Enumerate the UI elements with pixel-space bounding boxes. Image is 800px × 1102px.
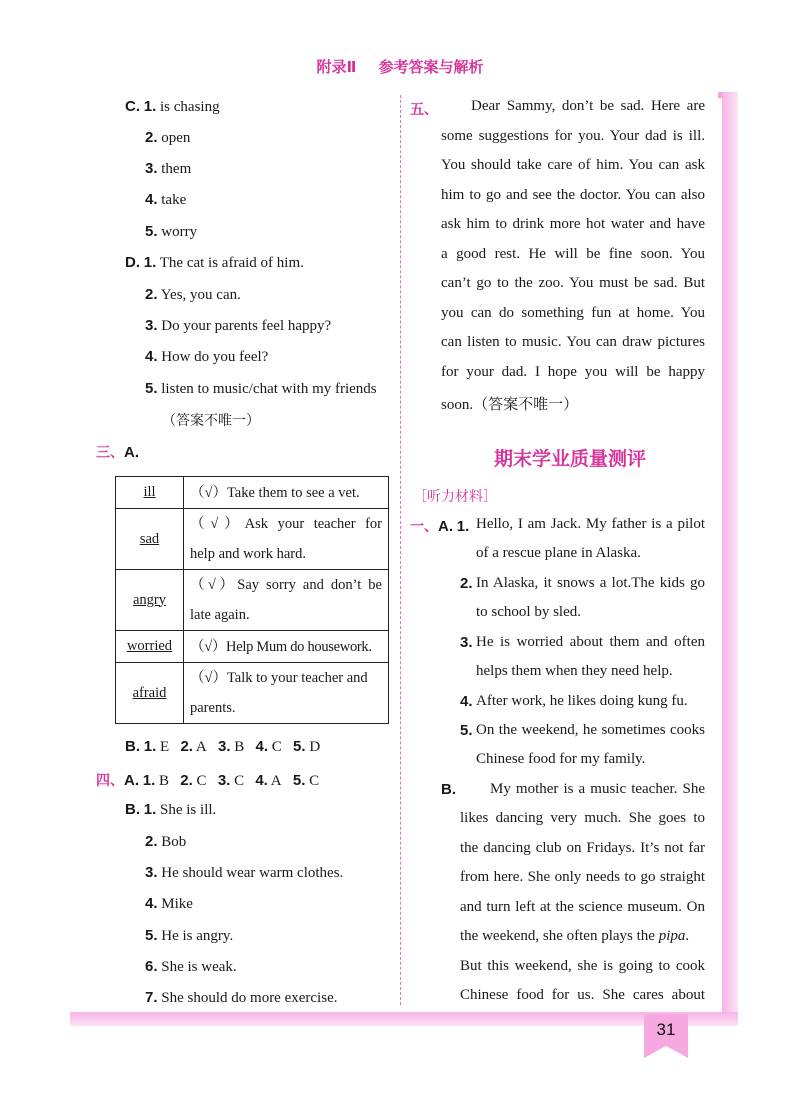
answer-row — [96, 770, 319, 790]
item-number: 3. — [145, 864, 158, 881]
cell-line: late again. — [190, 607, 250, 623]
italic-word: pipa — [658, 928, 686, 944]
item-text: Hello, I am Jack. My father is a pilot — [476, 516, 705, 532]
item-text: C — [309, 773, 320, 789]
item-number: 2. — [145, 833, 158, 850]
item-number: 2. — [180, 772, 193, 789]
item-number: 1. — [143, 98, 157, 115]
item-number: 2. — [145, 129, 158, 146]
table-cell-sentence — [184, 509, 389, 570]
paragraph-line: and turn left at the science museum. On — [460, 899, 705, 915]
table-row — [116, 509, 389, 570]
item-number: 7. — [145, 989, 158, 1006]
item-text: After work, he likes doing kung fu. — [476, 693, 688, 709]
item-number: 4. — [255, 772, 268, 789]
cell-line: parents. — [190, 700, 236, 716]
section-label: A. — [438, 518, 453, 535]
item-number: 2. — [460, 575, 473, 592]
item-number: 3. — [460, 634, 473, 651]
item-text: Do your parents feel happy? — [161, 318, 332, 334]
item-text: take — [161, 192, 187, 208]
table-row — [116, 631, 389, 663]
item-number: 1. — [142, 772, 156, 789]
item-text: He should wear warm clothes. — [161, 865, 344, 881]
table-cell-word: ill — [116, 477, 184, 509]
list-item — [125, 254, 304, 272]
text-run: . — [685, 928, 690, 944]
list-item — [145, 223, 197, 241]
header-appendix: 附录Ⅱ — [316, 58, 357, 76]
item-number: 2. — [180, 738, 193, 755]
paragraph-line: Chinese food for us. She cares about — [460, 987, 705, 1003]
section-title: 期末学业质量测评 — [493, 448, 646, 470]
item-number: 3. — [217, 738, 231, 755]
paragraph-line: from here. She only needs to go straight — [460, 869, 705, 885]
table-row — [116, 477, 389, 509]
item-number: 4. — [145, 895, 158, 912]
table-row — [116, 663, 389, 724]
item-number: 1. — [143, 738, 157, 755]
cell-line: （√）Help Mum do housework. — [190, 638, 372, 655]
paragraph-line: You should take care of him. You can ask — [441, 157, 705, 173]
section-label: B. — [125, 738, 140, 755]
item-text: A — [270, 773, 282, 789]
paragraph-line: likes dancing very much. She goes to — [460, 810, 705, 826]
cell-line: （√）Talk to your teacher and — [190, 670, 368, 686]
list-item — [145, 864, 343, 882]
table-cell-sentence — [184, 477, 389, 509]
paragraph-line: him to go and see the doctor. You can also — [441, 187, 705, 203]
item-text: listen to music/chat with my friends — [161, 381, 377, 397]
cell-line: （√）Take them to see a vet. — [190, 484, 360, 501]
item-number: 4. — [145, 191, 158, 208]
page-edge-right — [722, 92, 738, 1012]
item-text: She should do more exercise. — [161, 990, 338, 1006]
column-divider — [400, 95, 401, 1005]
paragraph-line: soon.（答案不唯一） — [441, 397, 579, 413]
item-number: 5. — [145, 927, 158, 944]
list-item — [410, 516, 469, 536]
paragraph-line: a good rest. He will be fine soon. You — [441, 246, 705, 262]
cell-line: （√）Ask your teacher for — [190, 516, 382, 532]
list-item — [145, 895, 193, 913]
item-number: 1. — [143, 254, 157, 271]
list-item — [145, 286, 241, 304]
paragraph-line: you can do something fun at home. You — [441, 305, 705, 321]
text-run: the weekend, she often plays the — [460, 928, 655, 944]
item-number: 5. — [145, 223, 158, 240]
item-number: 5. — [292, 772, 306, 789]
answer-note: （答案不唯一） — [162, 413, 260, 429]
cell-line: （√）Say sorry and don’t be — [190, 577, 382, 593]
section-label: B. — [125, 801, 140, 818]
item-text: Chinese food for my family. — [476, 751, 646, 767]
item-text: Mike — [161, 896, 193, 912]
item-text: them — [161, 161, 192, 177]
list-item — [145, 958, 237, 976]
cell-line: help and work hard. — [190, 546, 306, 562]
item-text: On the weekend, he sometimes cooks — [476, 722, 705, 738]
item-text: How do you feel? — [161, 349, 269, 365]
table-cell-word: angry — [116, 570, 184, 631]
list-item — [145, 833, 186, 851]
section-heading — [96, 442, 139, 462]
listening-tag: ［听力材料］ — [413, 489, 497, 505]
item-text: He is worried about them and often — [476, 634, 705, 650]
item-text: C — [234, 773, 245, 789]
item-text: C — [196, 773, 207, 789]
table-cell-sentence — [184, 663, 389, 724]
item-number: 6. — [145, 958, 158, 975]
item-text: B — [234, 739, 245, 755]
paragraph-line: some suggestions for you. Your dad is ill. — [441, 128, 705, 144]
list-item — [145, 348, 268, 366]
item-number: 5. — [293, 738, 306, 755]
page-number-tab-tail — [644, 1046, 688, 1058]
item-number: 3. — [145, 160, 158, 177]
paragraph-line: My mother is a music teacher. She — [490, 781, 705, 797]
paragraph-line — [460, 928, 689, 945]
item-text: D — [309, 739, 321, 755]
paragraph-line: ask him to drink more hot water and have — [441, 216, 705, 232]
item-text: worry — [161, 224, 198, 240]
paragraph-line: But this weekend, she is going to cook — [460, 958, 705, 974]
item-number: 1. — [456, 518, 470, 535]
answer-row — [125, 738, 320, 756]
list-item — [145, 927, 233, 945]
list-item — [145, 317, 331, 335]
item-text: The cat is afraid of him. — [159, 255, 304, 271]
table-cell-word: worried — [116, 631, 184, 663]
paragraph-line: for your dad. I hope you will be happy — [441, 364, 705, 380]
list-item — [145, 191, 186, 209]
item-number: 4. — [460, 693, 473, 710]
table-cell-word: afraid — [116, 663, 184, 724]
item-number: 3. — [217, 772, 231, 789]
list-item — [125, 801, 216, 819]
item-text: He is angry. — [161, 928, 234, 944]
item-text: open — [161, 130, 191, 146]
section-label: A. — [124, 772, 139, 789]
item-number: 5. — [460, 722, 473, 739]
item-text: A — [195, 739, 207, 755]
item-number: 1. — [143, 801, 157, 818]
section-label: C. — [125, 98, 140, 115]
table-row — [116, 570, 389, 631]
section-label: A. — [124, 444, 139, 461]
item-text: C — [271, 739, 282, 755]
section-label: 四、 — [96, 773, 124, 789]
paragraph-line: can listen to music. You can draw pictures — [441, 334, 705, 350]
item-text: She is weak. — [161, 959, 237, 975]
item-text: In Alaska, it snows a lot.The kids go — [476, 575, 705, 591]
item-text: Yes, you can. — [160, 287, 241, 303]
page-number: 31 — [644, 1014, 688, 1046]
list-item — [145, 989, 337, 1007]
table-cell-sentence — [184, 570, 389, 631]
item-number: 2. — [145, 286, 158, 303]
item-text: E — [160, 739, 170, 755]
item-text: is chasing — [160, 99, 220, 115]
list-item — [125, 98, 220, 116]
item-number: 5. — [145, 380, 158, 397]
answer-table — [115, 476, 389, 724]
list-item — [145, 380, 377, 398]
paragraph-line: can’t go to the zoo. You must be sad. But — [441, 275, 705, 291]
item-number: 4. — [145, 348, 158, 365]
header-title: 参考答案与解析 — [378, 58, 484, 76]
paragraph-line: Dear Sammy, don’t be sad. Here are — [471, 98, 705, 114]
item-text: to school by sled. — [476, 604, 581, 620]
paragraph-line: the dancing club on Fridays. It’s not far — [460, 840, 705, 856]
item-text: helps them when they need help. — [476, 663, 673, 679]
item-number: 4. — [255, 738, 269, 755]
item-text: B — [159, 773, 170, 789]
section-label: 三、 — [96, 445, 124, 461]
list-item — [145, 160, 191, 178]
item-text: Bob — [161, 834, 187, 850]
section-label: 一、 — [410, 519, 438, 535]
item-text: of a rescue plane in Alaska. — [476, 545, 641, 561]
section-label: 五、 — [410, 102, 438, 118]
item-number: 3. — [145, 317, 158, 334]
list-item — [145, 129, 190, 147]
table-cell-sentence — [184, 631, 389, 663]
table-cell-word: sad — [116, 509, 184, 570]
section-label: B. — [441, 781, 456, 798]
section-label: D. — [125, 254, 140, 271]
item-text: She is ill. — [160, 802, 217, 818]
